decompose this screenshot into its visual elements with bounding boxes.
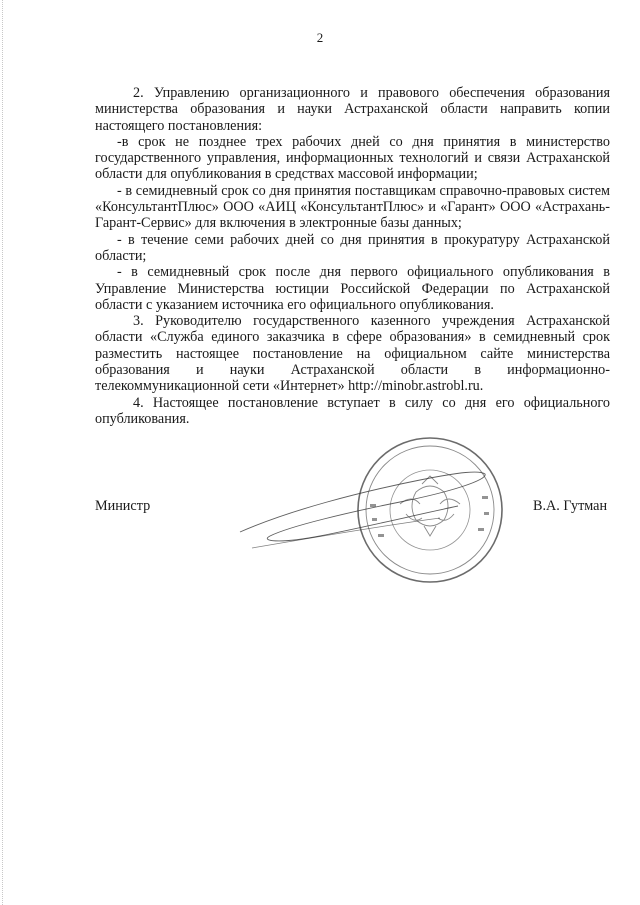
stamp-and-signature-graphic [230,440,500,600]
list-item-legal-systems: - в семидневный срок со дня принятия поставщикам справочно-правовых систем «КонсультантПлюс» ООО «АИЦ «КонсультантПлюс» и «Гарант» ООО «Астрахань-Гарант-Сервис» для включения в электронные базы данных; [95,182,610,232]
list-item-justice-ministry: - в семидневный срок после дня первого официального опубликования в Управление Министерства юстиции Российской Федерации по Астраханской области с указанием источника его официального опубликования. [95,264,610,313]
list-item-prosecutor: - в течение семи рабочих дней со дня принятия в прокуратуру Астраханской области; [95,231,610,264]
page-number: 2 [316,30,324,45]
signatory-name: В.А. Гутман [533,498,608,514]
paragraph-4: 4. Настоящее постановление вступает в силу со дня его официального опубликования. [95,394,610,427]
official-stamp [230,440,500,600]
paragraph-2: 2. Управлению организационного и правового обеспечения образования министерства образования и науки Астраханской области направить копии настоящего постановления: [95,85,610,134]
paragraph-3: 3. Руководителю государственного казенного учреждения Астраханской области «Служба единого заказчика в сфере образования» в семидневный срок разместить настоящее постановление на официальном сайте министерства образования и науки Астраханской области в информационно-телекоммуникационной сети «Интернет» http://minobr.astrobl.ru. [95,313,610,395]
signatory-title: Министр [95,498,151,514]
body-text [95,85,610,427]
list-item-publication: -в срок не позднее трех рабочих дней со дня принятия в министерство государственного управления, информационных технологий и связи Астраханской области для опубликования в средствах массовой информации; [95,133,610,183]
binding-edge [2,0,5,905]
